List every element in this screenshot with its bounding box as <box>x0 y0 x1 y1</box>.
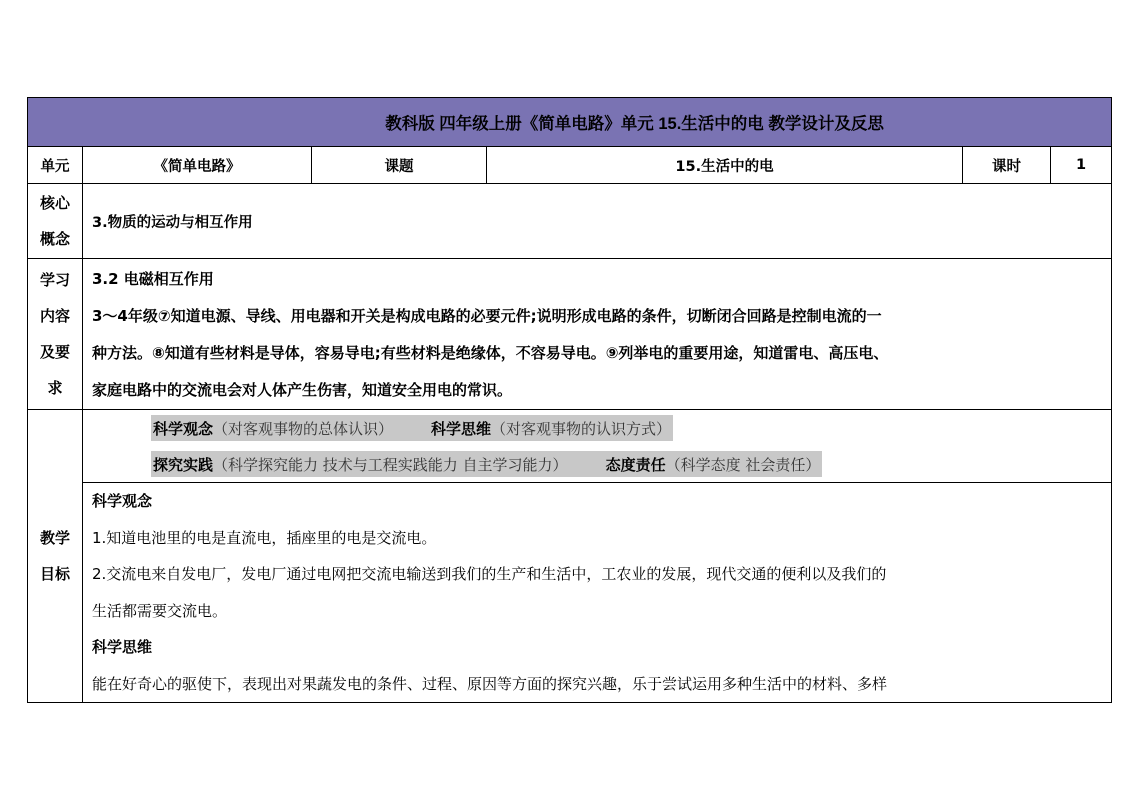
objective-text: 生活都需要交流电。 <box>92 601 228 620</box>
study-line: 3.2 电磁相互作用 <box>92 270 214 288</box>
category-science-thinking: 科学思维 <box>431 419 492 438</box>
study-label-line: 求 <box>47 379 63 397</box>
category-line <box>83 446 1111 482</box>
category-science-concept: 科学观念 <box>153 419 214 438</box>
page-title: 教科版 四年级上册《简单电路》单元 15.生活中的电 教学设计及反思 <box>385 115 884 133</box>
info-row <box>28 147 1112 184</box>
category-highlight <box>151 415 673 441</box>
objectives-label-line: 目标 <box>39 565 70 583</box>
objective-text: 能在好奇心的驱使下，表现出对果蔬发电的条件、过程、原因等方面的探究兴趣，乐于尝试运用多种生活中的材料、多样 <box>92 674 888 693</box>
category-science-thinking-note: （对客观事物的认识方式） <box>491 419 672 438</box>
topic-label: 课题 <box>312 147 487 184</box>
category-inquiry-practice-note: （科学探究能力 技术与工程实践能力 自主学习能力） <box>213 455 568 474</box>
competency-categories <box>83 410 1112 483</box>
core-label-line: 概念 <box>39 230 70 248</box>
objective-text: 2.交流电来自发电厂，发电厂通过电网把交流电输送到我们的生产和生活中，工农业的发展，现代交通的便利以及我们的 <box>92 565 887 583</box>
study-content-row <box>28 259 1112 410</box>
category-highlight <box>151 451 822 477</box>
objectives-row <box>28 483 1112 703</box>
unit-label: 单元 <box>28 147 83 184</box>
study-content-text <box>83 259 1112 410</box>
objective-heading: 科学思维 <box>92 638 153 656</box>
core-label-line: 核心 <box>39 194 70 212</box>
objectives-label-line: 教学 <box>39 529 70 547</box>
objective-heading: 科学观念 <box>92 492 153 510</box>
objectives-label <box>28 410 83 703</box>
category-line <box>83 410 1111 446</box>
study-label-line: 及要 <box>39 343 70 361</box>
competency-categories-row <box>28 410 1112 483</box>
header-row <box>28 98 1112 147</box>
lesson-plan-table <box>27 97 1112 703</box>
period-value: 1 <box>1051 147 1112 184</box>
category-attitude-responsibility: 态度责任 <box>605 455 666 474</box>
study-line: 家庭电路中的交流电会对人体产生伤害，知道安全用电的常识。 <box>92 381 513 399</box>
category-science-concept-note: （对客观事物的总体认识） <box>213 419 394 438</box>
period-label: 课时 <box>963 147 1051 184</box>
core-concept-label <box>28 184 83 259</box>
unit-value: 《简单电路》 <box>83 147 312 184</box>
objectives-content <box>83 483 1112 703</box>
objective-text: 1.知道电池里的电是直流电，插座里的电是交流电。 <box>92 528 437 547</box>
study-content-label <box>28 259 83 410</box>
study-label-line: 学习 <box>39 271 70 289</box>
study-label-line: 内容 <box>39 307 70 325</box>
core-concept-text: 3.物质的运动与相互作用 <box>83 184 1112 259</box>
category-attitude-responsibility-note: （科学态度 社会责任） <box>665 455 821 474</box>
core-concept-row <box>28 184 1112 259</box>
topic-value: 15.生活中的电 <box>487 147 963 184</box>
study-line: 3～4年级⑦知道电源、导线、用电器和开关是构成电路的必要元件;说明形成电路的条件，切断闭合回路是控制电流的一 <box>92 307 882 325</box>
category-inquiry-practice: 探究实践 <box>153 455 214 474</box>
study-line: 种方法。⑧知道有些材料是导体，容易导电;有些材料是绝缘体，不容易导电。⑨列举电的重要用途，知道雷电、高压电、 <box>92 344 889 362</box>
